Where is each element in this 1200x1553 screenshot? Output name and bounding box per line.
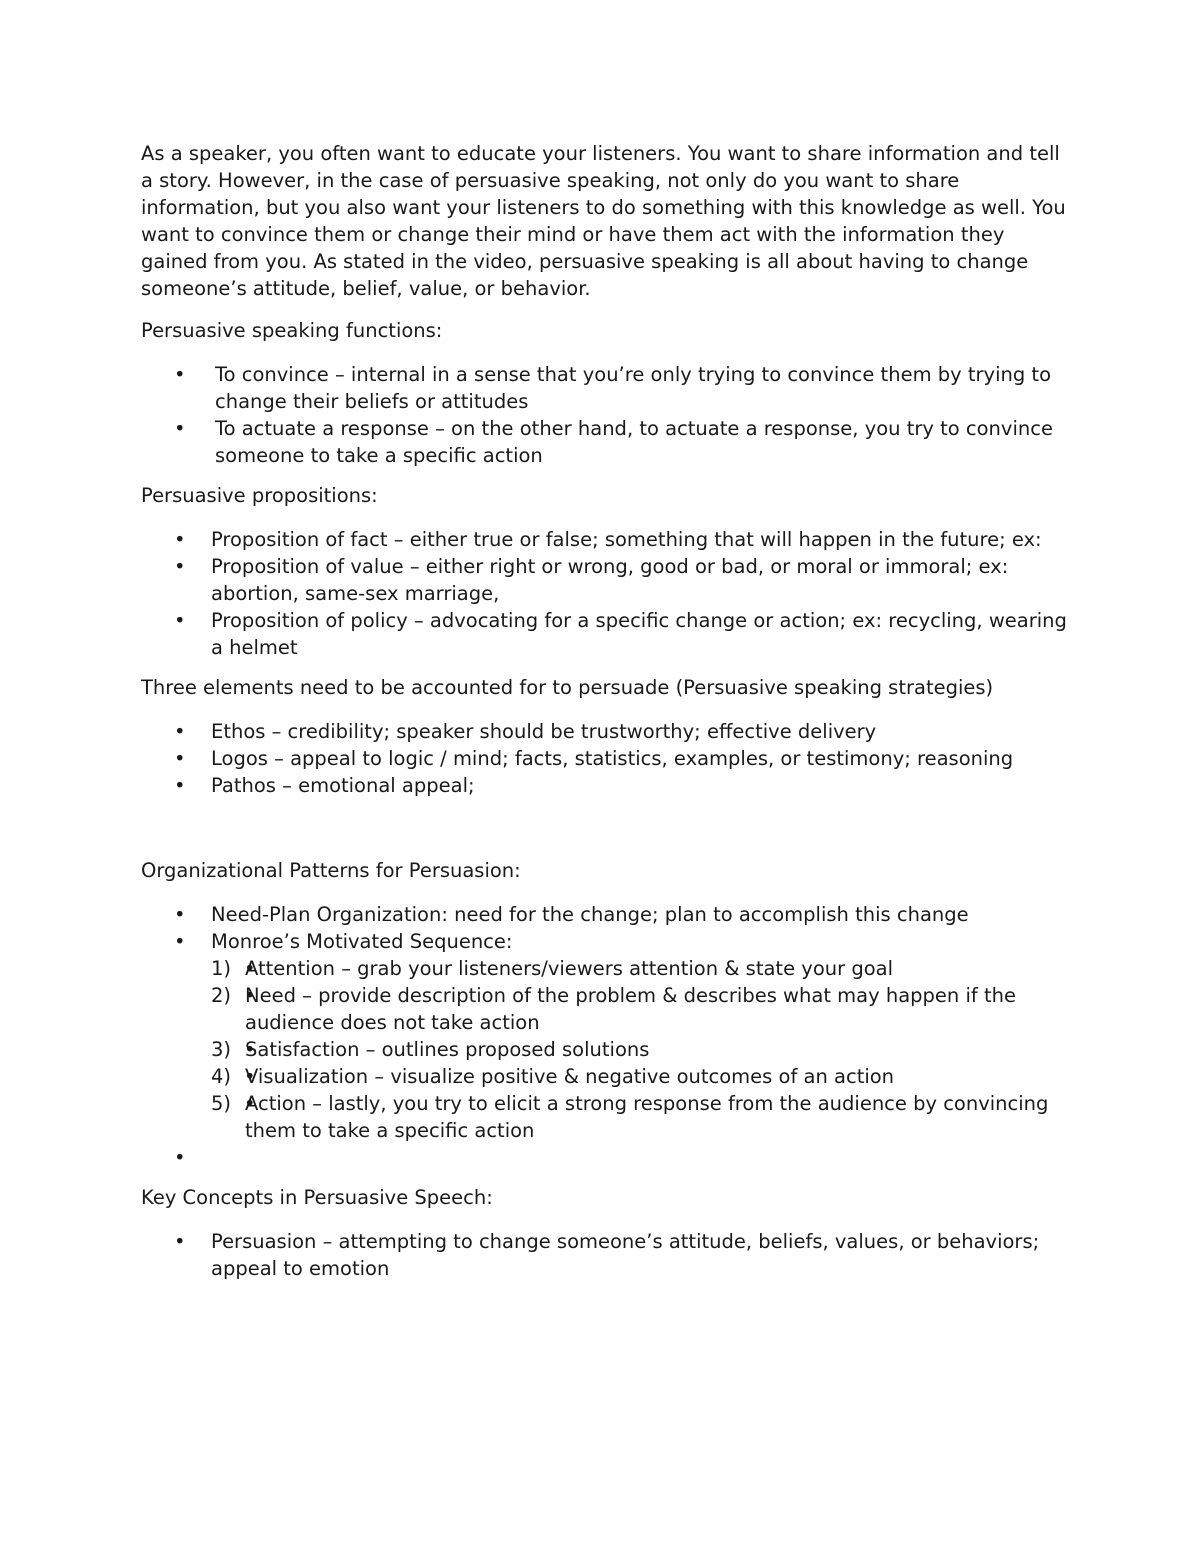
empty-list-item	[141, 1144, 1071, 1171]
list-item: • Logos – appeal to logic / mind; facts, statistics, examples, or testimony; reasoning	[141, 745, 1071, 772]
list-item: • To actuate a response – on the other hand, to actuate a response, you try to convince someone to take a specific action	[141, 415, 1071, 469]
list-item: • Ethos – credibility; speaker should be trustworthy; effective delivery	[141, 718, 1071, 745]
step-number: • 2)	[211, 984, 232, 1007]
step-number: • 3)	[211, 1038, 232, 1061]
list-item: • To convince – internal in a sense that you’re only trying to convince them by trying to change their beliefs or attitudes	[141, 361, 1071, 415]
monroe-steps	[211, 955, 1071, 1144]
step-text: Need – provide description of the problem & describes what may happen if the audience does not take action	[245, 984, 1016, 1034]
step-number: • 5)	[211, 1092, 232, 1115]
step-item	[211, 1090, 1071, 1144]
step-item	[211, 1063, 1071, 1090]
functions-list	[141, 361, 1071, 469]
list-item-monroe	[141, 928, 1071, 1144]
patterns-list	[141, 901, 1071, 1171]
step-number: • 4)	[211, 1065, 232, 1088]
patterns-heading: Organizational Patterns for Persuasion:	[141, 859, 521, 882]
list-item: • Proposition of policy – advocating for a specific change or action; ex: recycling, wearing a helmet	[141, 607, 1071, 661]
list-item: • Pathos – emotional appeal;	[141, 772, 1071, 799]
elements-list	[141, 718, 1071, 799]
list-item: • Need-Plan Organization: need for the change; plan to accomplish this change	[141, 901, 1071, 928]
list-item: • Persuasion – attempting to change someone’s attitude, beliefs, values, or behaviors; appeal to emotion	[141, 1228, 1071, 1282]
document-page	[141, 140, 1071, 1295]
step-text: Visualization – visualize positive & negative outcomes of an action	[245, 1065, 895, 1088]
functions-heading: Persuasive speaking functions:	[141, 319, 443, 342]
step-text: Action – lastly, you try to elicit a strong response from the audience by convincing them to take a specific action	[245, 1092, 1049, 1142]
step-item	[211, 1036, 1071, 1063]
monroe-label: Monroe’s Motivated Sequence:	[211, 930, 513, 953]
key-concepts-list	[141, 1228, 1071, 1282]
key-concepts-heading: Key Concepts in Persuasive Speech:	[141, 1186, 493, 1209]
intro-paragraph: As a speaker, you often want to educate your listeners. You want to share information and tell a story. However, in the case of persuasive speaking, not only do you want to share information, but you also want your listeners to do something with this knowledge as well. You want to convince them or change their mind or have them act with the information they gained from you. As stated in the video, persuasive speaking is all about having to change someone’s attitude, belief, value, or behavior.	[141, 142, 1066, 300]
blank-line	[141, 812, 1071, 857]
list-item: • Proposition of fact – either true or false; something that will happen in the future; ex:	[141, 526, 1071, 553]
propositions-list	[141, 526, 1071, 661]
step-item	[211, 955, 1071, 982]
propositions-heading: Persuasive propositions:	[141, 484, 378, 507]
step-number: • 1)	[211, 957, 232, 980]
step-text: Satisfaction – outlines proposed solutions	[245, 1038, 650, 1061]
list-item: • Proposition of value – either right or wrong, good or bad, or moral or immoral; ex: abortion, same-sex marriage,	[141, 553, 1071, 607]
step-item	[211, 982, 1071, 1036]
elements-heading: Three elements need to be accounted for to persuade (Persuasive speaking strategies)	[141, 676, 994, 699]
step-text: Attention – grab your listeners/viewers attention & state your goal	[245, 957, 893, 980]
